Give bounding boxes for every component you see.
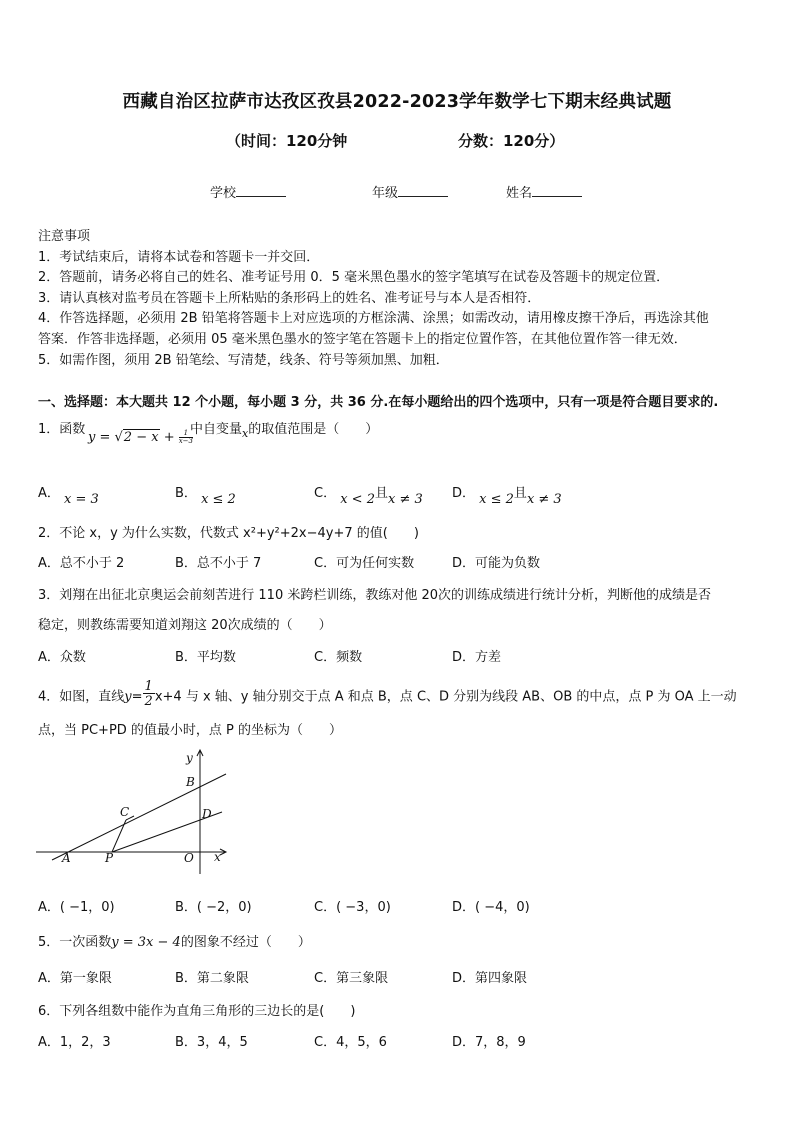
q3-option-d[interactable]: D．方差 bbox=[452, 650, 502, 665]
q4-option-c[interactable]: C．( −3，0) bbox=[314, 900, 391, 915]
grade-blank bbox=[398, 184, 448, 197]
q6-option-b[interactable]: B．3，4，5 bbox=[175, 1035, 248, 1050]
name-blank bbox=[532, 184, 582, 197]
fig-label-d: D bbox=[202, 807, 212, 821]
page-title: 西藏自治区拉萨市达孜区孜县2022-2023学年数学七下期末经典试题 bbox=[122, 92, 672, 112]
fig-label-c: C bbox=[120, 805, 130, 819]
q1-stem-pre: 1．函数 bbox=[38, 422, 86, 437]
notes-item: 3．请认真核对监考员在答题卡上所粘贴的条形码上的姓名、准考证号与本人是否相符． bbox=[38, 291, 541, 306]
q5-option-d[interactable]: D．第四象限 bbox=[452, 971, 528, 986]
q2-stem: 2．不论 x，y 为什么实数，代数式 x²+y²+2x−4y+7 的值( ) bbox=[38, 526, 419, 541]
q6-option-a[interactable]: A．1，2，3 bbox=[38, 1035, 111, 1050]
q4-fraction: $\frac{1}{2}$ bbox=[144, 679, 153, 709]
q4-option-d[interactable]: D．( −4，0) bbox=[452, 900, 530, 915]
school-blank bbox=[236, 184, 286, 197]
q5-option-a[interactable]: A．第一象限 bbox=[38, 971, 112, 986]
fig-label-o: O bbox=[184, 851, 194, 865]
section-heading: 一、选择题：本大题共 12 个小题，每小题 3 分，共 36 分.在每小题给出的四个选项中，只有一项是符合题目要求的. bbox=[38, 395, 719, 410]
q3-stem-line1: 3．刘翔在出征北京奥运会前刻苦进行 110 米跨栏训练，教练对他 20次的训练成绩进行统计分析，判断他的成绩是否 bbox=[38, 588, 712, 603]
exam-time: （时间：120分钟 bbox=[226, 132, 348, 150]
notes-item: 答案．作答非选择题，必须用 05 毫米黑色墨水的签字笔在答题卡上的指定位置作答，在其他位置作答一律无效． bbox=[38, 332, 687, 347]
q4-option-a[interactable]: A．( −1，0) bbox=[38, 900, 115, 915]
notes-heading: 注意事项 bbox=[38, 229, 91, 244]
q5-option-c[interactable]: C．第三象限 bbox=[314, 971, 389, 986]
fig-label-y: y bbox=[186, 751, 193, 765]
fig-label-p: P bbox=[105, 851, 114, 865]
q2-option-c[interactable]: C．可为任何实数 bbox=[314, 556, 415, 571]
q2-option-b[interactable]: B．总不小于 7 bbox=[175, 556, 262, 571]
q2-option-a[interactable]: A．总不小于 2 bbox=[38, 556, 125, 571]
q4-stem-line1: 4．如图，直线y= $\frac{1}{2}$ x+4 与 x 轴、y 轴分别交于点 A 和点 B，点 C、D 分别为线段 AB、OB 的中点，点 P 为 OA 上一动 bbox=[38, 679, 737, 709]
q4-stem-line2: 点，当 PC+PD 的值最小时，点 P 的坐标为（ ） bbox=[38, 723, 343, 738]
exam-score: 分数：120分） bbox=[458, 132, 565, 150]
q2-option-d[interactable]: D．可能为负数 bbox=[452, 556, 541, 571]
grade-label: 年级 bbox=[372, 186, 399, 201]
q1-formula: y = √2 − x + $\frac{1}{x-3}$ bbox=[88, 429, 194, 445]
q1-option-c[interactable]: C． x < 2且x ≠ 3 bbox=[314, 486, 423, 507]
q4-option-b[interactable]: B．( −2，0) bbox=[175, 900, 252, 915]
notes-item: 2．答题前，请务必将自己的姓名、准考证号用 0．5 毫米黑色墨水的签字笔填写在试卷及答题卡的规定位置． bbox=[38, 270, 670, 285]
grade-field bbox=[372, 182, 448, 201]
q3-stem-line2: 稳定，则教练需要知道刘翔这 20次成绩的（ ） bbox=[38, 618, 332, 633]
q6-option-c[interactable]: C．4，5，6 bbox=[314, 1035, 387, 1050]
notes-item: 1．考试结束后，请将本试卷和答题卡一并交回． bbox=[38, 250, 320, 265]
q1-stem-post: 中自变量$_x$的取值范围是（ ） bbox=[190, 422, 379, 440]
q5-option-b[interactable]: B．第二象限 bbox=[175, 971, 249, 986]
q3-option-b[interactable]: B．平均数 bbox=[175, 650, 236, 665]
school-field bbox=[210, 182, 286, 201]
school-label: 学校 bbox=[210, 186, 237, 201]
q4-figure bbox=[30, 740, 240, 880]
q5-formula: y = 3x − 4 bbox=[111, 935, 181, 950]
fig-label-b: B bbox=[186, 775, 195, 789]
name-field bbox=[506, 182, 582, 201]
fig-label-a: A bbox=[62, 851, 71, 865]
name-label: 姓名 bbox=[506, 186, 533, 201]
q3-option-a[interactable]: A．众数 bbox=[38, 650, 86, 665]
q5-stem: 5．一次函数y = 3x − 4的图象不经过（ ） bbox=[38, 935, 311, 950]
q6-stem: 6．下列各组数中能作为直角三角形的三边长的是( ) bbox=[38, 1004, 356, 1019]
fig-label-x: x bbox=[214, 850, 221, 864]
notes-item: 5．如需作图，须用 2B 铅笔绘、写清楚，线条、符号等须加黑、加粗． bbox=[38, 353, 449, 368]
q1-option-b[interactable]: B． x ≤ 2 bbox=[175, 486, 236, 507]
q1-option-a[interactable]: A． x = 3 bbox=[38, 486, 99, 507]
q6-option-d[interactable]: D．7，8，9 bbox=[452, 1035, 526, 1050]
q3-option-c[interactable]: C．频数 bbox=[314, 650, 363, 665]
q1-option-d[interactable]: D． x ≤ 2且x ≠ 3 bbox=[452, 486, 562, 507]
notes-item: 4．作答选择题，必须用 2B 铅笔将答题卡上对应选项的方框涂满、涂黑；如需改动，请用橡皮擦干净后，再选涂其他 bbox=[38, 311, 709, 326]
